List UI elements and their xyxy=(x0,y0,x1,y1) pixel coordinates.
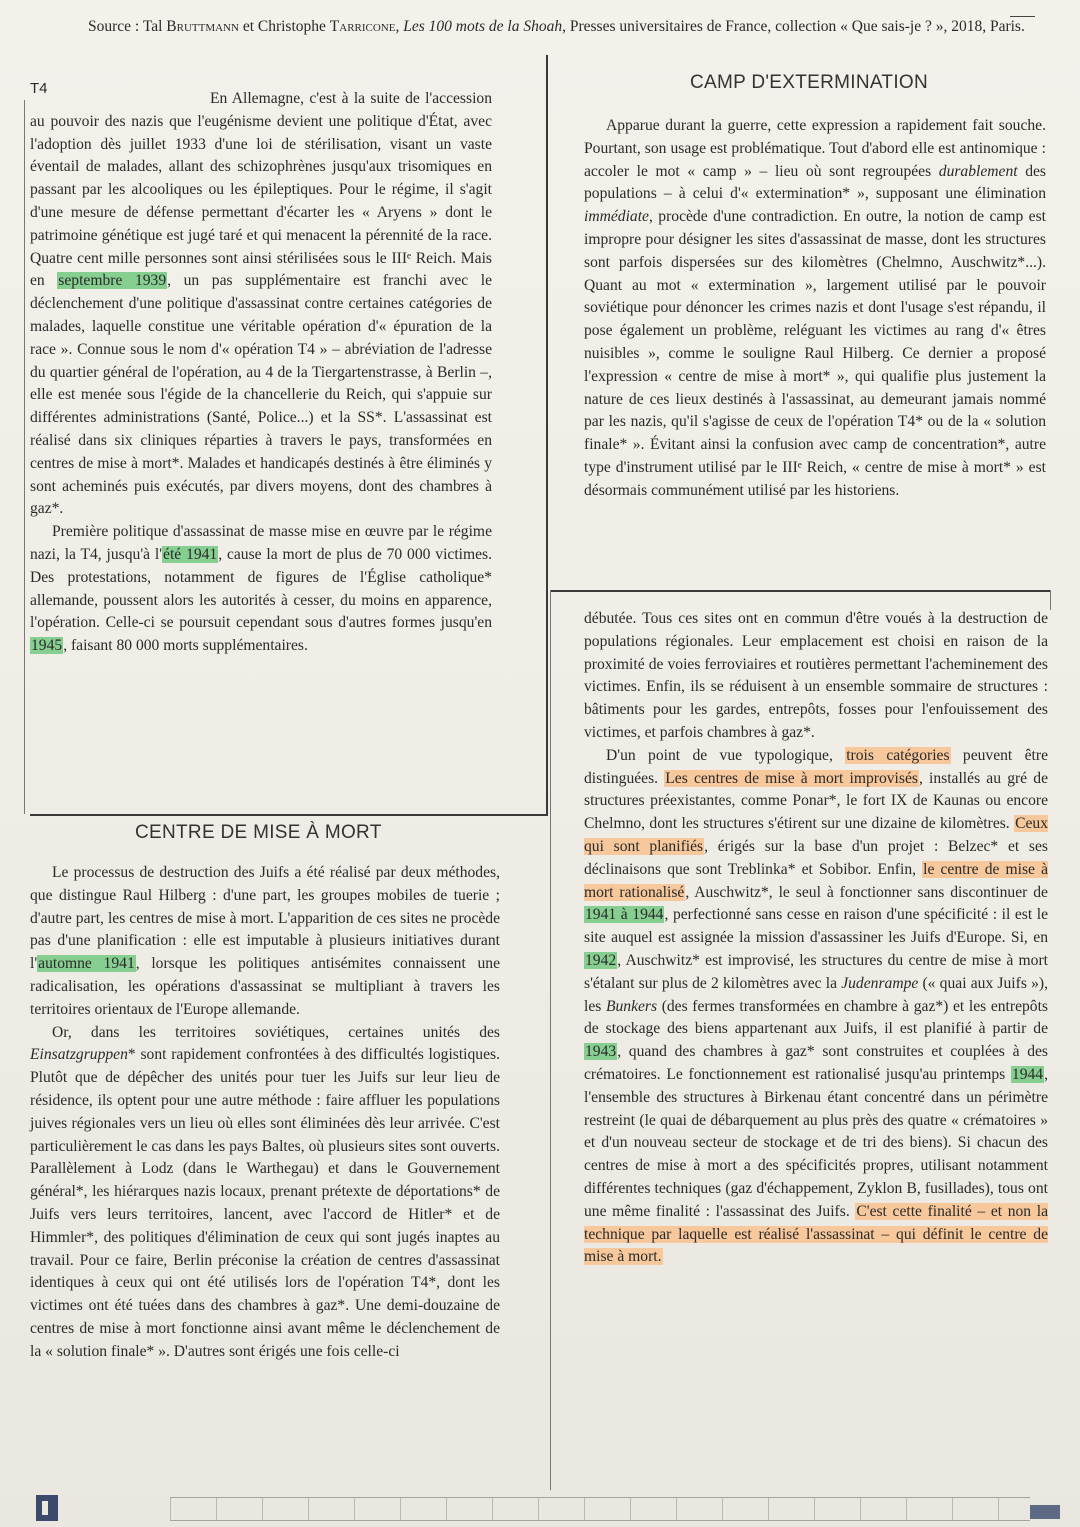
top-rule xyxy=(1010,16,1035,17)
cr-em: Judenrampe xyxy=(841,974,919,992)
centre-left-p1: Le processus de destruction des Juifs a été réalisé par deux méthodes, que distingue Raul Hilberg : d'une part, les groupes mobiles de tuerie ; d'autre part, les centres de mise à mort. L'apparition de ces sites ne procède pas d'une planification : elle est imputable à plusieurs initiatives durant l' xyxy=(30,864,500,973)
camp-p1c: , procède d'une contradiction. En outre, la notion de camp est impropre pour désigner les sites d'assassinat de masse, dont les structures sont parfois dispersées sur des kilomètres (Chelmno, Auschwitz*...). Quant au mot « extermination », largement utilisé par le pouvoir soviétique pour dénoncer les crimes nazis et dont l'usage s'est répandu, il pose également un problème, reléguant les victimes au rang d'« êtres nuisibles », comme le souligne Raul Hilberg. Ce dernier a proposé l'expression « centre de mise à mort* », qui qualifie plus justement la nature de ces lieux destinés à l'assassinat, au demeurant jamais nommé par les nazis, qu'il s'agisse de ceux de l'opération T4* ou de la « solution finale* ». Évitant ainsi la confusion avec camp de concentration*, autre type d'instrument utilisé par le IIIᵉ Reich, « centre de mise à mort* » est désormais communément utilisé par les historiens. xyxy=(584,208,1046,499)
t4-p2a: Première politique d'assassinat de masse mise en œuvre par le régime nazi, la T4, jusqu'à l' xyxy=(30,523,492,563)
cr-text: , perfectionné sans cesse en raison d'une spécificité : il est le site auquel est assignée la mission d'assassiner les Juifs d'Europe. Si, en xyxy=(584,906,1049,947)
cr-text: , érigés sur la base d'un projet : Belzec* et ses déclinaisons que sont Treblinka* et Sobibor. Enfin, xyxy=(584,837,1048,878)
highlight-date: 1943 xyxy=(585,1043,617,1061)
centre-left-p2b: * sont rapidement confrontées à des difficultés logistiques. Plutôt que de dépêcher des unités pour tuer les Juifs sur leur lieu de résidence, ils optent pour une autre méthode : faire affluer les populations juives régionales vers un lieu où elles sont éliminées dès leur arrivée. C'est particulièrement le cas dans les pays Baltes, où plusieurs sites sont ouverts. Parallèlement à Lodz (dans le Warthegau) et dans le Gouvernement général*, les hiérarques nazis locaux, prenant prétexte de déportations* de Juifs vers leurs territoires, lancent, avec l'accord de Hitler* et de Himmler*, des politiques d'élimination de ceux qui sont jugés inaptes au travail. Pour ce faire, Berlin préconise la création de centres d'assassinat identiques à ceux qui ont été utilisés lors de l'opération T4*, dont les victimes ont été tuées dans des chambres à gaz*. Une demi-douzaine de centres de mise à mort fonctionne ainsi avant même le déclenchement de la « solution finale* ». D'autres sont érigés une fois celle-ci xyxy=(30,1046,500,1360)
t4-left-border xyxy=(24,100,25,814)
cr-text: (« quai aux Juifs »), les xyxy=(584,974,1048,1015)
centre-heading: CENTRE DE MISE À MORT xyxy=(135,822,382,843)
t4-bottom-border xyxy=(30,814,548,816)
publisher-logo-icon xyxy=(36,1495,58,1521)
highlight-orange: trois catégories xyxy=(846,746,950,764)
cr-text: D'un point de vue typologique, xyxy=(606,746,846,764)
highlight-date: 1944 xyxy=(1011,1065,1044,1083)
source-rest: , Presses universitaires de France, collection « Que sais-je ? », 2018, Paris. xyxy=(562,18,1025,35)
highlight-date: automne 1941 xyxy=(38,955,135,973)
t4-p1a: En Allemagne, c'est à la suite de l'accession au pouvoir des nazis que l'eugénisme devient une politique d'État, avec l'adoption dès juillet 1933 d'une loi de stérilisation, visant un vaste éventail de malades, allant des schizophrènes jusqu'aux trisomiques en passant par les alcooliques ou les épileptiques. Pour le régime, il s'agit d'une mesure de défense permettant d'écarter les « Aryens » dont le patrimoine génétique est jugé taré et qui menacent la pérennité de la race. Quatre cent mille personnes sont ainsi stérilisées sous le IIIᵉ Reich. Mais en xyxy=(30,90,492,290)
camp-paragraph xyxy=(584,115,1046,503)
right-col-left-border xyxy=(550,590,551,1490)
highlight-date: 1941 à 1944 xyxy=(585,906,664,924)
cr-text: peuvent être distinguées. xyxy=(584,746,1049,787)
centre-left-paragraph-1 xyxy=(30,862,500,1022)
centre-left-paragraph-2 xyxy=(30,1022,500,1364)
camp-p1a: Apparue durant la guerre, cette expression a rapidement fait souche. Pourtant, son usage est problématique. Tout d'abord elle est antinomique : accoler le mot « camp » – lieu où sont regroupées xyxy=(584,117,1046,180)
centre-right-p1: débutée. Tous ces sites ont en commun d'être voués à la destruction de populations régionales. Leur emplacement est choisi en raison de la proximité de voies ferroviaires et routières permettant l'acheminement des victimes. Enfin, ils se réduisent à un ensemble sommaire de structures : bâtiments pour les gardes, entrepôts, fosses pour l'enfouissement des victimes, et parfois chambres à gaz*. xyxy=(584,610,1048,741)
cr-text: , quand des chambres à gaz* sont construites et couplées à des crématoires. Le fonctionnement est rationalisé jusqu'au printemps xyxy=(584,1043,1048,1083)
bottom-ruler xyxy=(170,1497,1030,1521)
cr-text: , Auschwitz* est improvisé, les structures du centre de mise à mort s'étalant sur plus de 2 kilomètres avec la xyxy=(584,951,1048,992)
t4-label: T4 xyxy=(30,80,48,97)
t4-p2c: , faisant 80 000 morts supplémentaires. xyxy=(63,637,308,655)
t4-paragraph-2 xyxy=(30,521,492,658)
centre-left-em: Einsatzgruppen xyxy=(30,1046,128,1064)
cr-text: , Auschwitz*, le seul à fonctionner sans discontinuer de xyxy=(685,883,1048,901)
centre-left-p1b: , lorsque les politiques antisémites connaissent une radicalisation, les opérations d'assassinat se multipliant à travers les territoires orientaux de l'Europe allemande. xyxy=(30,955,501,1018)
source-title: Les 100 mots de la Shoah xyxy=(403,18,563,35)
source-citation xyxy=(88,16,1028,38)
corner-mark-icon xyxy=(1030,1505,1060,1519)
centre-right-paragraph-2 xyxy=(584,745,1048,1269)
centre-left-text xyxy=(30,862,500,1364)
source-mid: et Christophe xyxy=(238,18,330,35)
centre-left-p2a: Or, dans les territoires soviétiques, certaines unités des xyxy=(52,1023,500,1041)
highlight-date: septembre 1939 xyxy=(58,272,167,290)
t4-right-border xyxy=(546,55,548,815)
source-author2: Tarricone xyxy=(329,18,396,35)
t4-paragraph-1 xyxy=(30,88,492,521)
highlight-orange: Les centres de mise à mort improvisés xyxy=(665,769,918,787)
camp-text xyxy=(584,115,1046,503)
cr-text: , installés au gré de structures préexistantes, comme Ponar*, le fort IX de Kaunas ou encore Chelmno, dont les structures s'étirent sur une dizaine de kilomètres. xyxy=(584,769,1049,833)
source-author1: Bruttmann xyxy=(166,18,239,35)
t4-p1b: , un pas supplémentaire est franchi avec le déclenchement d'une politique d'assassinat contre certaines catégories de malades, laquelle constitue une véritable opération d'« épuration de la race ». Connue sous le nom d'« opération T4 » – abréviation de l'adresse du quartier général de l'opération, au 4 de la Tiergartenstrasse, à Berlin –, elle est menée sous l'égide de la chancellerie du Reich, qui s'appuie sur différentes administrations (Santé, Police...) et la SS*. L'assassinat est réalisé dans six cliniques réparties à travers le pays, transformées en centres de mise à mort*. Malades et handicapés destinés à être éliminés y sont acheminés puis exécutés, par divers moyens, dont des chambres à gaz*. xyxy=(30,272,492,518)
cr-text: (des fermes transformées en chambre à gaz*) et les entrepôts de stockage des biens appartenant aux Juifs, il est planifié à partir de xyxy=(584,997,1048,1038)
highlight-date: 1945 xyxy=(31,637,63,655)
camp-em2: immédiate xyxy=(584,208,649,226)
t4-p2b: , cause la mort de plus de 70 000 victimes. Des protestations, notamment de figures de l'Église catholique* allemande, poussent alors les autorités à cesser, du moins en apparence, l'opération. Celle-ci se poursuit cependant sous d'autres formes jusqu'en xyxy=(30,545,493,632)
highlight-orange: le centre de mise à mort rationalisé xyxy=(584,860,1048,901)
centre-right-text xyxy=(584,608,1048,1269)
highlight-date: 1942 xyxy=(585,951,617,969)
highlight-orange: Ceux qui sont planifiés xyxy=(584,815,1048,855)
highlight-orange: C'est cette finalité – et non la technique par laquelle est réalisé l'assassinat – qui définit le centre de mise à mort. xyxy=(584,1202,1048,1266)
centre-right-paragraph-1 xyxy=(584,608,1048,745)
camp-heading: CAMP D'EXTERMINATION xyxy=(690,72,928,93)
highlight-date: été 1941 xyxy=(163,545,218,563)
cr-em: Bunkers xyxy=(605,997,658,1015)
source-prefix: Source : Tal xyxy=(88,18,167,35)
camp-em1: durablement xyxy=(938,162,1018,180)
cr-text: , l'ensemble des structures à Birkenau étant concentré dans un périmètre restreint (le quai de débarquement au plus près des quatre « crématoires » et d'un nouveau secteur de stockage et de tri des biens). Si chacun des centres de mise à mort a des spécificités propres, utilisant notamment différentes techniques (gaz d'échappement, Zyklon B, fusillades), tous ont une même finalité : l'assassinat des Juifs. xyxy=(584,1065,1048,1220)
camp-bottom-border xyxy=(550,590,1050,592)
t4-text xyxy=(30,88,492,658)
camp-p1b: des populations – à celui d'« extermination* », supposant une élimination xyxy=(584,162,1046,203)
right-col-right-tick xyxy=(1050,590,1051,610)
source-sep: , xyxy=(395,18,404,35)
